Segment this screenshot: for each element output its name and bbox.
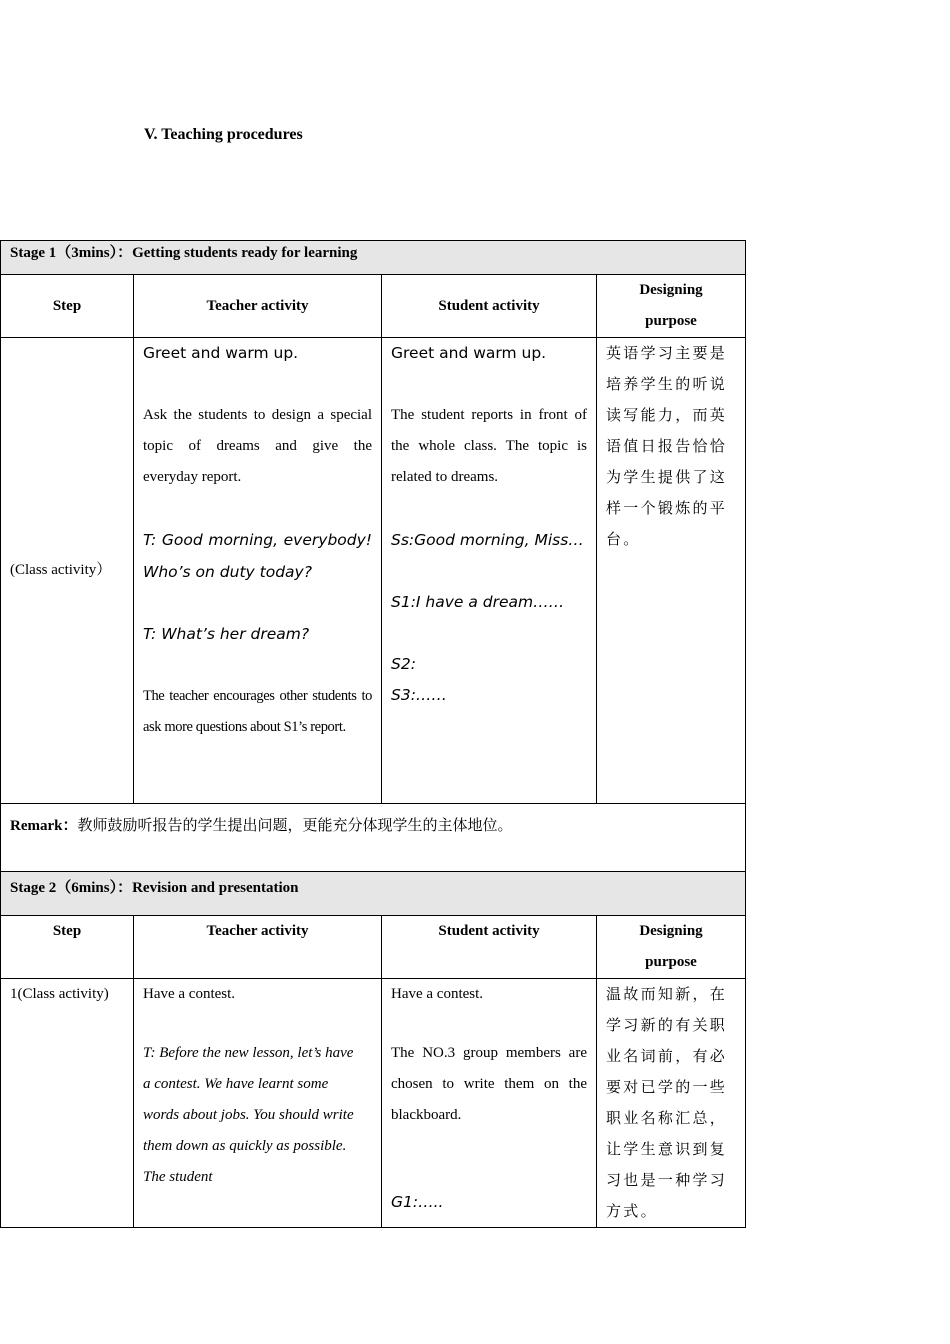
- stage2-title-row: [1, 872, 746, 916]
- stage2-content-row: [1, 979, 746, 1228]
- header-step: Step: [1, 275, 134, 338]
- teacher-para2: The teacher encourages other students to ask more questions about S1’s report.: [143, 688, 372, 735]
- stage2-purpose: 温故而知新，在学习新的有关职业名词前，有必要对已学的一些职业名称汇总，让学生意识到复习也是一种学习方式。: [597, 979, 746, 1228]
- stage2-title: Stage 2（6mins）：Revision and presentation: [1, 872, 746, 916]
- stage2-student-activity: [382, 979, 597, 1228]
- stage1-header-row: [1, 275, 746, 338]
- header2-teacher-activity: Teacher activity: [134, 916, 382, 979]
- stage2-step: 1(Class activity): [1, 979, 134, 1228]
- stage2-teacher-activity: [134, 979, 382, 1228]
- stage1-teacher-activity: [134, 338, 382, 804]
- header2-student-activity: Student activity: [382, 916, 597, 979]
- stage2-header-row: [1, 916, 746, 979]
- stage1-student-activity: [382, 338, 597, 804]
- stage1-content-row: [1, 338, 746, 804]
- remark-label: Remark：: [10, 818, 78, 834]
- student2-para1: The NO.3 group members are chosen to write them on the blackboard.: [391, 1045, 587, 1123]
- procedure-table: [0, 240, 746, 1228]
- student-reply4: S3:……: [391, 686, 447, 704]
- teacher-question2: T: What’s her dream?: [143, 625, 310, 643]
- student-reply2: S1:I have a dream……: [391, 593, 565, 611]
- stage1-remark-row: [1, 804, 746, 872]
- teacher2-para1: T: Before the new lesson, let’s have a contest. We have learnt some words about jobs. You should write them down as quickly as possible. The student: [143, 1045, 354, 1185]
- teacher-para1: Ask the students to design a special topic of dreams and give the everyday report.: [143, 407, 372, 485]
- student-greet: Greet and warm up.: [391, 344, 547, 362]
- stage1-title: Stage 1（3mins）：Getting students ready for learning: [1, 241, 746, 275]
- stage1-title-row: [1, 241, 746, 275]
- teacher-greet: Greet and warm up.: [143, 344, 299, 362]
- header-student-activity: Student activity: [382, 275, 597, 338]
- student-para1: The student reports in front of the whole class. The topic is related to dreams.: [391, 407, 587, 485]
- header-teacher-activity: Teacher activity: [134, 275, 382, 338]
- stage1-step: (Class activity）: [1, 338, 134, 804]
- teacher2-contest: Have a contest.: [143, 986, 236, 1002]
- section-heading: V. Teaching procedures: [144, 126, 303, 143]
- remark-text: 教师鼓励听报告的学生提出问题，更能充分体现学生的主体地位。: [77, 818, 513, 834]
- student2-g1: G1:…..: [391, 1193, 444, 1211]
- stage1-purpose: 英语学习主要是培养学生的听说读写能力，而英语值日报告恰恰为学生提供了这样一个锻炼的平台。: [597, 338, 746, 804]
- teacher-question1: T: Good morning, everybody! Who’s on duty today?: [143, 531, 372, 581]
- header2-designing-purpose: Designing purpose: [597, 916, 746, 979]
- stage1-remark: [1, 804, 746, 872]
- header-designing-purpose: Designing purpose: [597, 275, 746, 338]
- header2-step: Step: [1, 916, 134, 979]
- student-reply3: S2:: [391, 655, 416, 673]
- student2-contest: Have a contest.: [391, 986, 484, 1002]
- student-reply1: Ss:Good morning, Miss…: [391, 531, 584, 549]
